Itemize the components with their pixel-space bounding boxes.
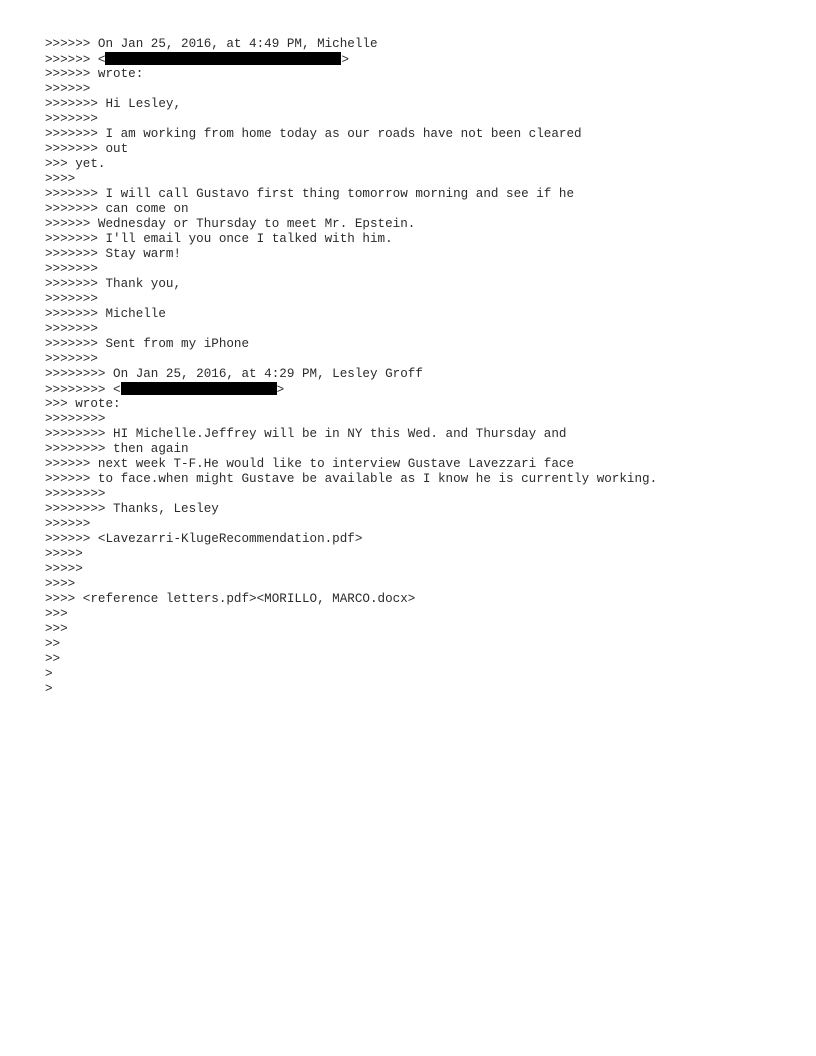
email-line: >>>>>>>> HI Michelle.Jeffrey will be in NY this Wed. and Thursday and bbox=[45, 427, 567, 441]
email-line: >>>>> bbox=[45, 562, 83, 576]
email-line: > bbox=[45, 682, 53, 696]
email-line: >>>>>>> bbox=[45, 292, 98, 306]
email-line: >>>>>>> I'll email you once I talked with him. bbox=[45, 232, 393, 246]
email-line: >>>>>>> bbox=[45, 112, 98, 126]
email-line: >>>>>>> Hi Lesley, bbox=[45, 97, 182, 111]
email-line: >>>>>> Wednesday or Thursday to meet Mr. Epstein. bbox=[45, 217, 416, 231]
email-line: > bbox=[45, 667, 53, 681]
email-line: >>>>>> <Lavezarri-KlugeRecommendation.pdf> bbox=[45, 532, 363, 546]
email-line: >>>>>>> Thank you, bbox=[45, 277, 182, 291]
email-line: >>> bbox=[45, 622, 68, 636]
email-line: >>>>>>>> Thanks, Lesley bbox=[45, 502, 219, 516]
email-line: >>>>>>> out bbox=[45, 142, 129, 156]
email-line: >>>>>> bbox=[45, 82, 91, 96]
redaction-box bbox=[121, 382, 277, 395]
email-line: >>> bbox=[45, 607, 68, 621]
email-line: >> bbox=[45, 652, 61, 666]
email-line: >>>>>>> I am working from home today as our roads have not been cleared bbox=[45, 127, 582, 141]
email-line: >>>>>>> Sent from my iPhone bbox=[45, 337, 250, 351]
email-line: >>>>>> next week T-F.He would like to interview Gustave Lavezzari face bbox=[45, 457, 575, 471]
email-line: >>> wrote: bbox=[45, 397, 121, 411]
email-line: >>>>>> to face.when might Gustave be available as I know he is currently working. bbox=[45, 472, 658, 486]
redaction-suffix: > bbox=[341, 53, 350, 67]
email-document bbox=[45, 37, 785, 697]
email-line: >>> yet. bbox=[45, 157, 106, 171]
email-line: >>>>>> bbox=[45, 517, 91, 531]
email-line: >>>> bbox=[45, 577, 76, 591]
email-line: >> bbox=[45, 637, 61, 651]
line-prefix: >>>>>>>> < bbox=[45, 383, 121, 397]
email-line-redacted-address bbox=[45, 52, 785, 67]
email-line: >>>>>> wrote: bbox=[45, 67, 144, 81]
email-line: >>>>>>> bbox=[45, 262, 98, 276]
email-line: >>>>>>> bbox=[45, 352, 98, 366]
email-line: >>>>> bbox=[45, 547, 83, 561]
email-line: >>>>>>> I will call Gustavo first thing tomorrow morning and see if he bbox=[45, 187, 575, 201]
email-line: >>>> <reference letters.pdf><MORILLO, MARCO.docx> bbox=[45, 592, 416, 606]
email-line: >>>> bbox=[45, 172, 76, 186]
email-line: >>>>>>> bbox=[45, 322, 98, 336]
email-line: >>>>>>> Stay warm! bbox=[45, 247, 182, 261]
redaction-suffix: > bbox=[276, 383, 285, 397]
email-line: >>>>>>> Michelle bbox=[45, 307, 166, 321]
email-line-redacted-address bbox=[45, 382, 785, 397]
redaction-box bbox=[105, 52, 341, 65]
email-line: >>>>>>>> then again bbox=[45, 442, 189, 456]
email-line: >>>>>>>> bbox=[45, 487, 106, 501]
email-line: >>>>>>>> bbox=[45, 412, 106, 426]
email-line: >>>>>>>> On Jan 25, 2016, at 4:29 PM, Lesley Groff bbox=[45, 367, 423, 381]
email-line: >>>>>>> can come on bbox=[45, 202, 189, 216]
email-line: >>>>>> On Jan 25, 2016, at 4:49 PM, Michelle bbox=[45, 37, 378, 51]
line-prefix: >>>>>> < bbox=[45, 53, 106, 67]
